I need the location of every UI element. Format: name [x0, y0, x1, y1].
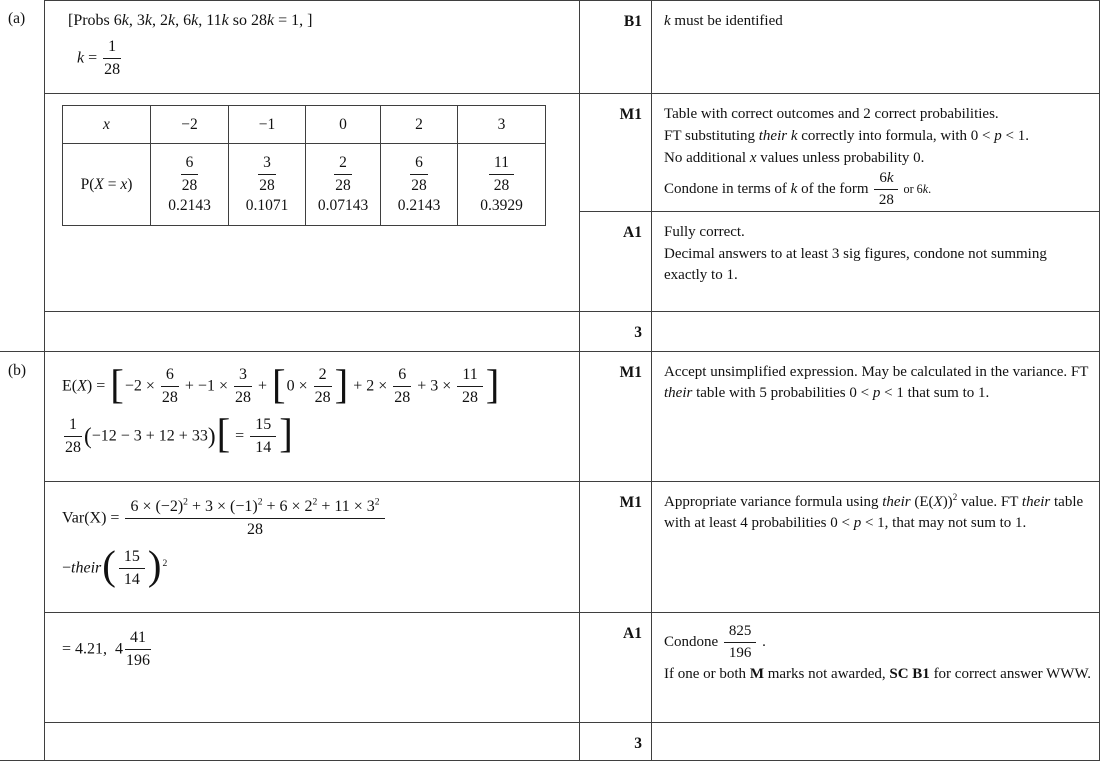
x-value-cell: 0 — [306, 106, 381, 144]
part-b-empty-cell — [45, 723, 580, 761]
k-value-line: k = $\frac{1}{28}$ — [77, 37, 121, 79]
part-a-answer-cell — [45, 0, 580, 94]
part-a-table-cell — [45, 94, 580, 312]
decimal-value: 0.1071 — [245, 197, 289, 215]
expectation-line: E(X) = [−2 × $\frac{6}{28}$ + −1 × $\frac{3}{28}$ + [0 × $\frac{2}{28}$ ] + 2 × $\frac{6}{28}$ + 3 × $\frac{11}{28}$ ] — [62, 361, 500, 407]
comment-line: FT substituting their k correctly into formula, with 0 < p < 1. — [664, 128, 1029, 144]
part-a-label-text: (a) — [8, 10, 26, 27]
part-a-label — [0, 0, 45, 352]
mark-label-a1-b: A1 — [580, 613, 652, 723]
variance-line: Var(X) = $\frac{6 \times (-2)^2 + 3 \times (-1)^2 + 6 \times 2^2 + 11 \times 3^2}{28}$ — [62, 498, 579, 540]
comment-line: k must be identified — [664, 13, 783, 29]
prob-table-x-header: x — [63, 106, 151, 144]
part-b-label — [0, 352, 45, 761]
decimal-value: 0.2143 — [168, 197, 211, 215]
mark-label-m1-b-first: M1 — [580, 352, 652, 482]
comment-a1-a — [652, 212, 1100, 312]
probability-cell: $\frac{2}{28}$ 0.07143 — [306, 144, 381, 226]
comment-line: Fully correct. — [664, 224, 745, 240]
prob-table-p-header: P(X = x) — [63, 144, 151, 226]
comment-line: Appropriate variance formula using their $(E(X))^2$ value. FT their table with at least 4 probabilities 0 < p < 1, that may not sum to 1. — [664, 492, 1084, 531]
result-line: = 4.21, 4 $\frac{41}{196}$ — [62, 629, 151, 670]
comment-line: No additional x values unless probability 0. — [664, 150, 925, 166]
part-b-label-text: (b) — [8, 362, 27, 379]
probability-cell: $\frac{11}{28}$ 0.3929 — [458, 144, 546, 226]
x-value-cell: 3 — [458, 106, 546, 144]
mark-label-b1: B1 — [580, 0, 652, 94]
comment-line: Condone $\frac{825}{196}$ . — [664, 623, 766, 662]
part-a-subtotal-empty-comment — [652, 312, 1100, 352]
decimal-value: 0.2143 — [397, 197, 441, 215]
decimal-value: 0.07143 — [317, 197, 369, 215]
mark-label-m1-a: M1 — [580, 94, 652, 212]
comment-line: Accept unsimplified expression. May be calculated in the variance. FT their table with 5 probabilities 0 < p < 1 that sum to 1. — [664, 364, 1089, 401]
x-value-cell: 2 — [381, 106, 458, 144]
x-value-cell: −1 — [229, 106, 306, 144]
probability-cell: $\frac{6}{28}$ 0.2143 — [151, 144, 229, 226]
part-b-subtotal: 3 — [580, 723, 652, 761]
comment-m1-a — [652, 94, 1100, 212]
part-b-expectation-cell — [45, 352, 580, 482]
part-a-subtotal: 3 — [580, 312, 652, 352]
part-a-empty-cell — [45, 312, 580, 352]
decimal-value: 0.3929 — [480, 197, 523, 215]
part-b-variance-cell — [45, 482, 580, 613]
probability-cell: $\frac{6}{28}$ 0.2143 — [381, 144, 458, 226]
part-b-subtotal-empty-comment — [652, 723, 1100, 761]
comment-a1-b — [652, 613, 1100, 723]
probability-table — [62, 105, 546, 226]
comment-m1-b-second — [652, 482, 1100, 613]
mark-label-a1-a: A1 — [580, 212, 652, 312]
prob-table-header-row — [63, 106, 546, 144]
variance-subtract-line: −their( $\frac{15}{14}$ )$^2$ — [62, 543, 168, 589]
probability-cell: $\frac{3}{28}$ 0.1071 — [229, 144, 306, 226]
probs-line: [Probs 6k, 3k, 2k, 6k, 11k so 28k = 1, ] — [68, 12, 313, 29]
prob-table-body-row — [63, 144, 546, 226]
expectation-simplified-line: $\frac{1}{28}$ (−12 − 3 + 12 + 33)[ = $\frac{15}{14}$ ] — [65, 411, 293, 457]
part-b-result-cell — [45, 613, 580, 723]
comment-b1 — [652, 0, 1100, 94]
comment-line: Condone in terms of k of the form $\frac{6k}{28}$ or 6k. — [664, 170, 932, 209]
comment-line: If one or both M marks not awarded, SC B1 for correct answer WWW. — [664, 665, 1091, 682]
comment-line: Decimal answers to at least 3 sig figures, condone not summing exactly to 1. — [664, 246, 1047, 283]
mark-label-m1-b-second: M1 — [580, 482, 652, 613]
comment-line: Table with correct outcomes and 2 correct probabilities. — [664, 106, 999, 122]
x-value-cell: −2 — [151, 106, 229, 144]
comment-m1-b-first — [652, 352, 1100, 482]
